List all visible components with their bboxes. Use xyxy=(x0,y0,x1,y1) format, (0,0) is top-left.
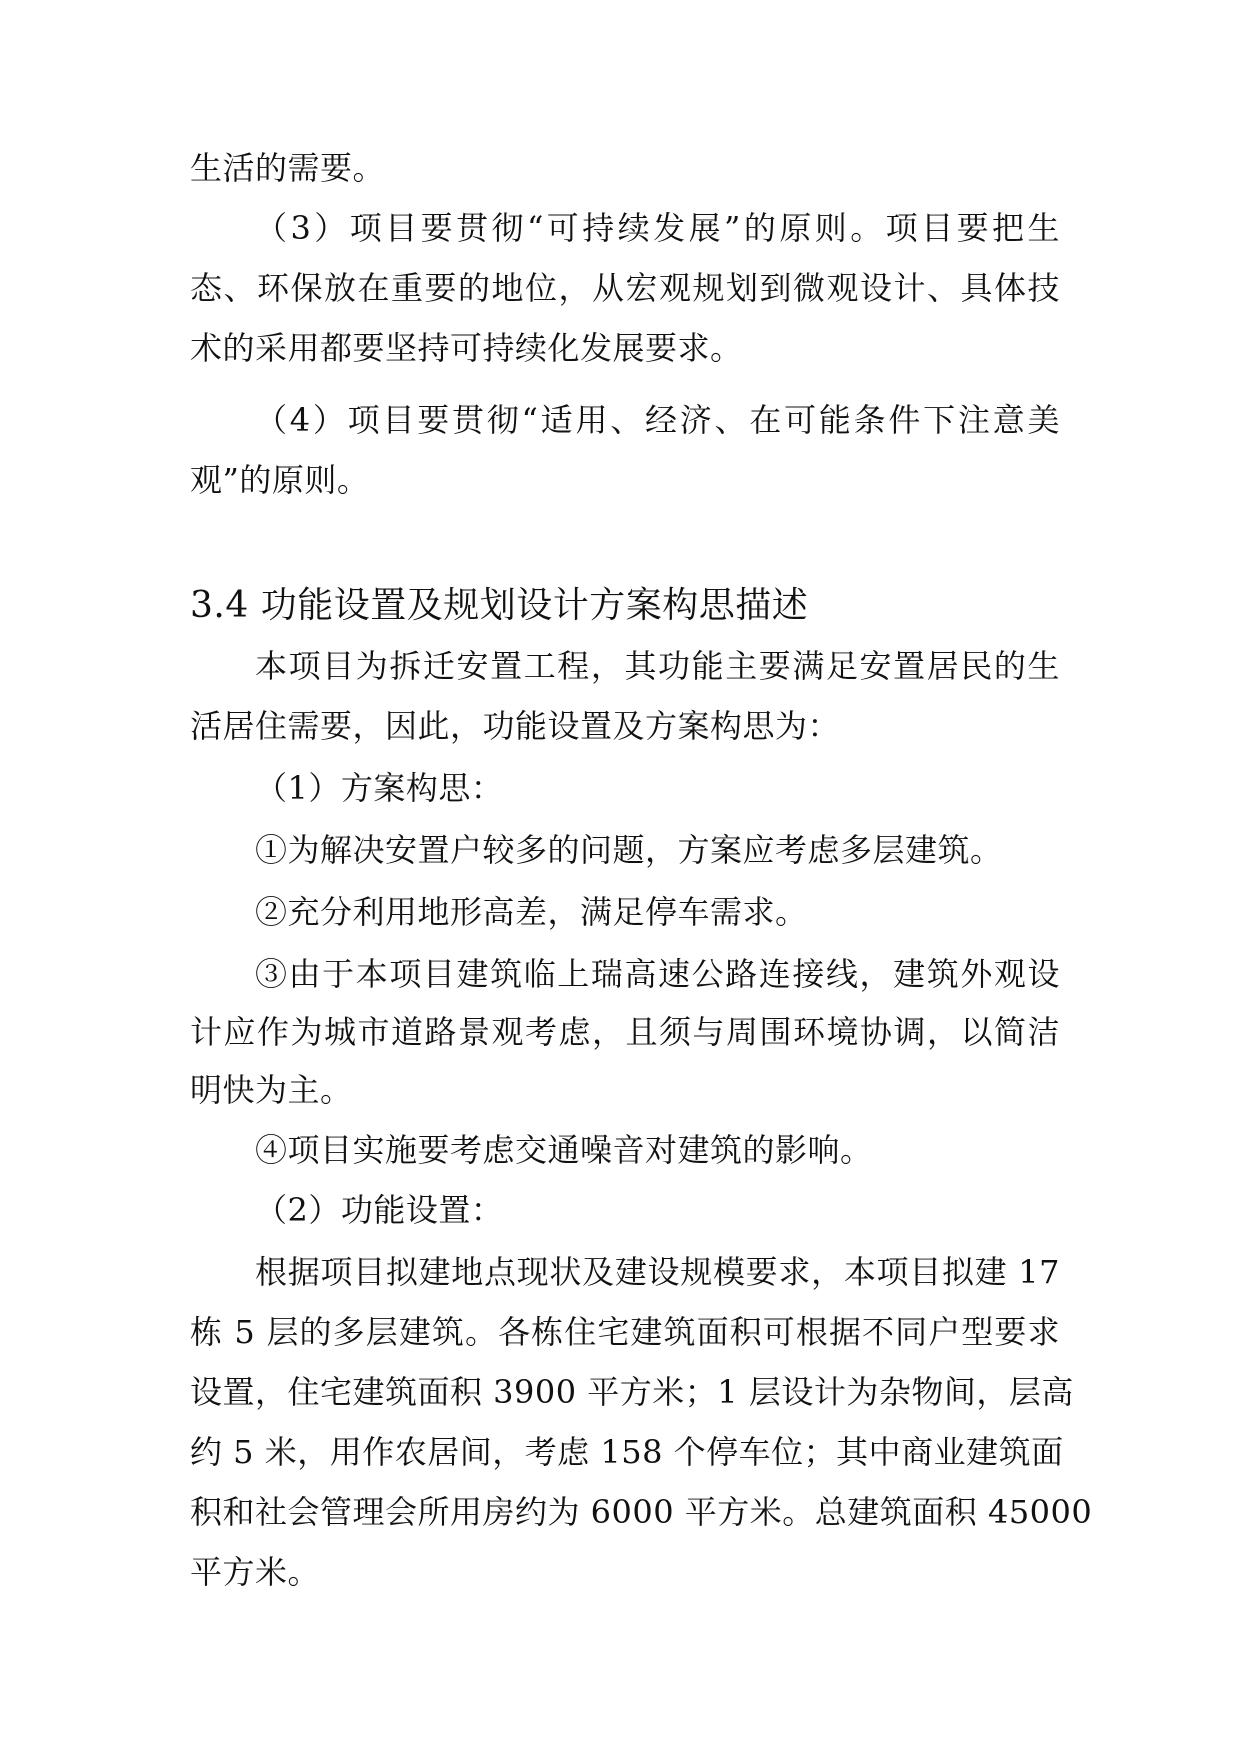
list-heading: （1）方案构思： xyxy=(255,769,504,807)
paragraph-line: 约 5 米，用作农居间，考虑 158 个停车位；其中商业建筑面 xyxy=(190,1433,1064,1471)
paragraph-line: 设置，住宅建筑面积 3900 平方米；1 层设计为杂物间，层高 xyxy=(190,1373,1074,1411)
paragraph-line: 根据项目拟建地点现状及建设规模要求，本项目拟建 17 xyxy=(255,1253,1060,1291)
section-heading: 3.4 功能设置及规划设计方案构思描述 xyxy=(190,585,809,626)
list-item: 明快为主。 xyxy=(190,1071,353,1109)
paragraph-line: 活居住需要，因此，功能设置及方案构思为： xyxy=(190,707,841,745)
paragraph-line: （4）项目要贯彻“适用、经济、在可能条件下注意美 xyxy=(255,401,1060,439)
list-heading: （2）功能设置： xyxy=(255,1191,504,1229)
paragraph-line: （3）项目要贯彻“可持续发展”的原则。项目要把生 xyxy=(255,209,1060,247)
paragraph-line: 平方米。 xyxy=(190,1553,321,1591)
list-item: ③由于本项目建筑临上瑞高速公路连接线，建筑外观设 xyxy=(255,955,1060,993)
paragraph-line: 态、环保放在重要的地位，从宏观规划到微观设计、具体技 xyxy=(190,269,1060,307)
list-item: 计应作为城市道路景观考虑，且须与周围环境协调，以简洁 xyxy=(190,1013,1060,1051)
paragraph-line: 本项目为拆迁安置工程，其功能主要满足安置居民的生 xyxy=(255,647,1060,685)
paragraph-line: 术的采用都要坚持可持续化发展要求。 xyxy=(190,329,743,367)
paragraph-line: 栋 5 层的多层建筑。各栋住宅建筑面积可根据不同户型要求 xyxy=(190,1313,1060,1351)
paragraph-line: 观”的原则。 xyxy=(190,461,370,499)
list-item: ④项目实施要考虑交通噪音对建筑的影响。 xyxy=(255,1131,873,1169)
list-item: ①为解决安置户较多的问题，方案应考虑多层建筑。 xyxy=(255,831,1003,869)
paragraph-line: 积和社会管理会所用房约为 6000 平方米。总建筑面积 45000 xyxy=(190,1493,1093,1531)
paragraph-line: 生活的需要。 xyxy=(190,149,386,187)
list-item: ②充分利用地形高差，满足停车需求。 xyxy=(255,893,808,931)
